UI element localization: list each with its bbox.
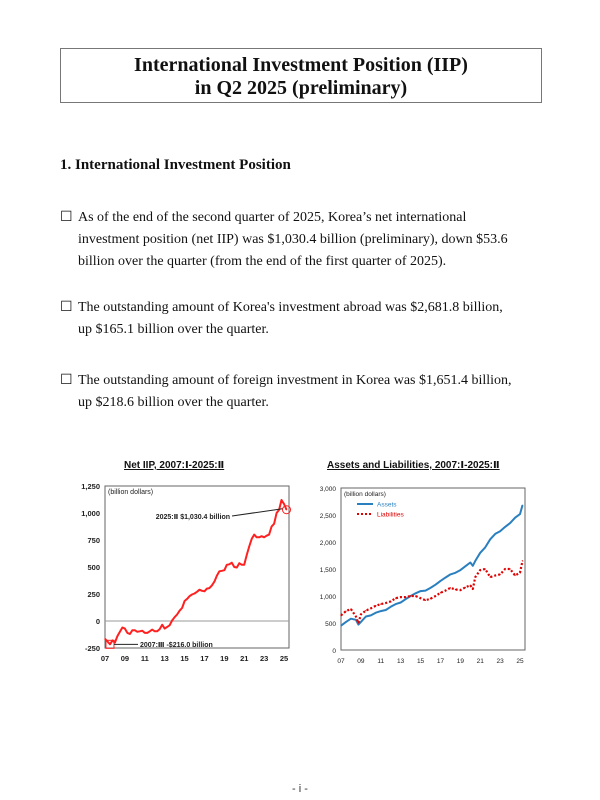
data-point bbox=[358, 622, 359, 623]
y-axis-label: (billion dollars) bbox=[344, 491, 386, 498]
data-point bbox=[440, 592, 441, 593]
data-point bbox=[164, 628, 165, 629]
bullet-paragraph-1 bbox=[60, 207, 542, 273]
y-axis-label: (billion dollars) bbox=[108, 489, 154, 496]
data-point bbox=[490, 577, 491, 578]
data-point bbox=[420, 591, 421, 592]
data-point bbox=[395, 604, 396, 605]
data-point bbox=[283, 503, 284, 504]
data-point bbox=[375, 605, 376, 606]
data-point bbox=[415, 595, 416, 596]
data-point bbox=[435, 584, 436, 585]
y-tick-label: 3,000 bbox=[319, 486, 336, 493]
data-point bbox=[104, 638, 105, 639]
data-point bbox=[455, 589, 456, 590]
x-tick-label: 13 bbox=[397, 658, 405, 665]
data-point bbox=[167, 626, 168, 627]
data-point bbox=[435, 595, 436, 596]
data-point bbox=[211, 585, 212, 586]
data-point bbox=[425, 600, 426, 601]
data-point bbox=[380, 604, 381, 605]
data-point bbox=[172, 620, 173, 621]
document-title-box bbox=[60, 48, 542, 103]
data-point bbox=[514, 575, 515, 576]
data-point bbox=[390, 601, 391, 602]
data-point bbox=[390, 606, 391, 607]
data-point bbox=[259, 537, 260, 538]
annotation-label: 2007:Ⅲ -$216.0 billion bbox=[140, 641, 213, 649]
series-line-liabilities bbox=[341, 561, 523, 623]
x-tick-label: 23 bbox=[259, 654, 269, 663]
data-point bbox=[191, 594, 192, 595]
y-tick-label: -250 bbox=[84, 644, 100, 653]
data-point bbox=[206, 588, 207, 589]
x-tick-label: 07 bbox=[100, 654, 110, 663]
data-point bbox=[117, 636, 118, 637]
data-point bbox=[114, 642, 115, 643]
data-point bbox=[234, 566, 235, 567]
data-point bbox=[157, 631, 158, 632]
data-point bbox=[420, 598, 421, 599]
data-point bbox=[266, 535, 267, 536]
y-tick-label: 0 bbox=[95, 617, 100, 626]
checkbox-bullet-icon: ☐ bbox=[60, 373, 73, 388]
data-point bbox=[236, 567, 237, 568]
series-line-assets bbox=[341, 505, 523, 626]
data-point bbox=[522, 505, 523, 506]
x-tick-label: 23 bbox=[496, 658, 504, 665]
x-tick-label: 13 bbox=[160, 654, 169, 663]
document-title-line2: in Q2 2025 (preliminary) bbox=[194, 77, 408, 99]
data-point bbox=[430, 598, 431, 599]
data-point bbox=[472, 565, 473, 566]
paragraph-line: billion over the quarter (from the end of the first quarter of 2025). bbox=[78, 254, 447, 269]
data-point bbox=[224, 570, 225, 571]
data-point bbox=[485, 568, 486, 569]
x-tick-label: 11 bbox=[377, 658, 385, 665]
data-point bbox=[147, 632, 148, 633]
data-point bbox=[455, 572, 456, 573]
data-point bbox=[370, 615, 371, 616]
data-point bbox=[281, 499, 282, 500]
data-point bbox=[189, 596, 190, 597]
bullet-paragraph-3 bbox=[60, 370, 542, 414]
x-tick-label: 19 bbox=[220, 654, 229, 663]
data-point bbox=[286, 509, 287, 510]
assets-liabilities-chart-title: Assets and Liabilities, 2007:Ⅰ-2025:Ⅱ bbox=[327, 460, 500, 471]
y-tick-label: 1,500 bbox=[319, 567, 336, 574]
data-point bbox=[264, 537, 265, 538]
data-point bbox=[385, 609, 386, 610]
data-point bbox=[261, 536, 262, 537]
data-point bbox=[415, 593, 416, 594]
data-point bbox=[149, 631, 150, 632]
x-tick-label: 15 bbox=[180, 654, 189, 663]
y-tick-label: 500 bbox=[325, 621, 336, 628]
bullet-paragraph-2 bbox=[60, 297, 542, 341]
y-tick-label: 1,250 bbox=[81, 482, 100, 491]
net-iip-chart-title: Net IIP, 2007:Ⅰ-2025:Ⅱ bbox=[124, 460, 225, 471]
data-point bbox=[129, 633, 130, 634]
data-point bbox=[480, 569, 481, 570]
data-point bbox=[340, 625, 341, 626]
section-heading: 1. International Investment Position bbox=[60, 157, 291, 173]
paragraph-line: As of the end of the second quarter of 2025, Korea’s net international bbox=[78, 210, 467, 225]
data-point bbox=[345, 621, 346, 622]
legend-label: Assets bbox=[377, 501, 397, 509]
data-point bbox=[514, 517, 515, 518]
data-point bbox=[162, 624, 163, 625]
data-point bbox=[177, 614, 178, 615]
data-point bbox=[470, 585, 471, 586]
data-point bbox=[519, 513, 520, 514]
data-point bbox=[350, 618, 351, 619]
data-point bbox=[445, 577, 446, 578]
data-point bbox=[169, 625, 170, 626]
data-point bbox=[251, 538, 252, 539]
data-point bbox=[139, 631, 140, 632]
y-tick-label: 2,500 bbox=[319, 513, 336, 520]
plot-frame bbox=[105, 486, 289, 648]
data-point bbox=[385, 602, 386, 603]
x-tick-label: 09 bbox=[357, 658, 365, 665]
data-point bbox=[109, 644, 110, 645]
data-point bbox=[400, 596, 401, 597]
data-point bbox=[221, 570, 222, 571]
data-point bbox=[276, 512, 277, 513]
data-point bbox=[425, 590, 426, 591]
data-point bbox=[505, 568, 506, 569]
data-point bbox=[460, 569, 461, 570]
data-point bbox=[239, 563, 240, 564]
data-point bbox=[395, 598, 396, 599]
page-number: - i - bbox=[292, 783, 308, 795]
x-tick-label: 25 bbox=[516, 658, 524, 665]
data-point bbox=[465, 566, 466, 567]
data-point bbox=[358, 624, 359, 625]
data-point bbox=[181, 607, 182, 608]
data-point bbox=[246, 555, 247, 556]
data-point bbox=[196, 591, 197, 592]
x-tick-label: 21 bbox=[240, 654, 249, 663]
data-point bbox=[194, 593, 195, 594]
data-point bbox=[460, 589, 461, 590]
data-point bbox=[199, 589, 200, 590]
data-point bbox=[490, 539, 491, 540]
data-point bbox=[216, 575, 217, 576]
y-tick-label: 500 bbox=[87, 563, 100, 572]
data-point bbox=[375, 612, 376, 613]
data-point bbox=[365, 616, 366, 617]
data-point bbox=[472, 588, 473, 589]
y-tick-label: 750 bbox=[87, 536, 100, 545]
paragraph-line: The outstanding amount of foreign investment in Korea was $1,651.4 billion, bbox=[78, 373, 512, 388]
data-point bbox=[340, 615, 341, 616]
data-point bbox=[241, 564, 242, 565]
data-point bbox=[475, 577, 476, 578]
data-point bbox=[480, 552, 481, 553]
data-point bbox=[405, 596, 406, 597]
data-point bbox=[249, 546, 250, 547]
y-tick-label: 1,000 bbox=[81, 509, 100, 518]
data-point bbox=[522, 560, 523, 561]
data-point bbox=[159, 629, 160, 630]
data-point bbox=[214, 581, 215, 582]
paragraph-line: up $218.6 billion over the quarter. bbox=[78, 395, 269, 410]
data-point bbox=[142, 630, 143, 631]
data-point bbox=[370, 608, 371, 609]
series-line-net-iip bbox=[105, 500, 287, 644]
data-point bbox=[495, 575, 496, 576]
y-tick-label: 250 bbox=[87, 590, 100, 599]
data-point bbox=[500, 574, 501, 575]
data-point bbox=[269, 534, 270, 535]
assets-liabilities-chart bbox=[305, 474, 537, 674]
data-point bbox=[345, 611, 346, 612]
data-point bbox=[127, 632, 128, 633]
data-point bbox=[405, 599, 406, 600]
data-point bbox=[184, 600, 185, 601]
checkbox-bullet-icon: ☐ bbox=[60, 300, 73, 315]
data-point bbox=[500, 531, 501, 532]
data-point bbox=[154, 631, 155, 632]
legend-label: Liabilities bbox=[377, 511, 404, 519]
data-point bbox=[134, 630, 135, 631]
checkbox-bullet-icon: ☐ bbox=[60, 210, 73, 225]
data-point bbox=[360, 621, 361, 622]
data-point bbox=[410, 595, 411, 596]
data-point bbox=[465, 587, 466, 588]
data-point bbox=[380, 611, 381, 612]
data-point bbox=[271, 526, 272, 527]
data-point bbox=[186, 598, 187, 599]
x-tick-label: 25 bbox=[279, 654, 289, 663]
annotation-label: 2025:Ⅱ $1,030.4 billion bbox=[155, 514, 230, 521]
data-point bbox=[124, 628, 125, 629]
data-point bbox=[229, 564, 230, 565]
data-point bbox=[450, 587, 451, 588]
data-point bbox=[450, 574, 451, 575]
data-point bbox=[132, 630, 133, 631]
data-point bbox=[273, 523, 274, 524]
data-point bbox=[350, 608, 351, 609]
data-point bbox=[485, 547, 486, 548]
data-point bbox=[201, 590, 202, 591]
data-point bbox=[400, 602, 401, 603]
data-point bbox=[509, 523, 510, 524]
data-point bbox=[509, 568, 510, 569]
data-point bbox=[231, 562, 232, 563]
data-point bbox=[144, 632, 145, 633]
data-point bbox=[174, 617, 175, 618]
x-tick-label: 11 bbox=[140, 654, 149, 663]
x-tick-label: 17 bbox=[436, 658, 445, 665]
data-point bbox=[505, 526, 506, 527]
y-tick-label: 1,000 bbox=[319, 594, 336, 601]
data-point bbox=[254, 534, 255, 535]
data-point bbox=[244, 564, 245, 565]
y-tick-label: 0 bbox=[332, 648, 336, 655]
data-point bbox=[495, 533, 496, 534]
data-point bbox=[365, 610, 366, 611]
x-tick-label: 07 bbox=[337, 658, 345, 665]
data-point bbox=[204, 591, 205, 592]
annotation-arrow bbox=[232, 509, 283, 516]
document-title-line1: International Investment Position (IIP) bbox=[134, 54, 468, 76]
data-point bbox=[470, 562, 471, 563]
data-point bbox=[226, 564, 227, 565]
data-point bbox=[430, 587, 431, 588]
x-tick-label: 17 bbox=[200, 654, 209, 663]
data-point bbox=[445, 590, 446, 591]
data-point bbox=[179, 610, 180, 611]
x-tick-label: 09 bbox=[120, 654, 130, 663]
paragraph-line: investment position (net IIP) was $1,030.4 billion (preliminary), down $53.6 bbox=[78, 232, 508, 247]
data-point bbox=[519, 572, 520, 573]
data-point bbox=[107, 641, 108, 642]
x-tick-label: 21 bbox=[476, 658, 484, 665]
data-point bbox=[119, 631, 120, 632]
data-point bbox=[256, 537, 257, 538]
x-tick-label: 19 bbox=[456, 658, 464, 665]
data-point bbox=[122, 627, 123, 628]
data-point bbox=[475, 560, 476, 561]
data-point bbox=[355, 616, 356, 617]
data-point bbox=[219, 571, 220, 572]
data-point bbox=[209, 587, 210, 588]
paragraph-line: The outstanding amount of Korea's investment abroad was $2,681.8 billion, bbox=[78, 300, 503, 315]
data-point bbox=[360, 614, 361, 615]
paragraph-line: up $165.1 billion over the quarter. bbox=[78, 322, 269, 337]
y-tick-label: 2,000 bbox=[319, 540, 336, 547]
plot-frame bbox=[341, 488, 525, 650]
data-point bbox=[152, 629, 153, 630]
x-tick-label: 15 bbox=[416, 658, 425, 665]
data-point bbox=[137, 631, 138, 632]
data-point bbox=[440, 580, 441, 581]
net-iip-chart bbox=[60, 474, 295, 674]
